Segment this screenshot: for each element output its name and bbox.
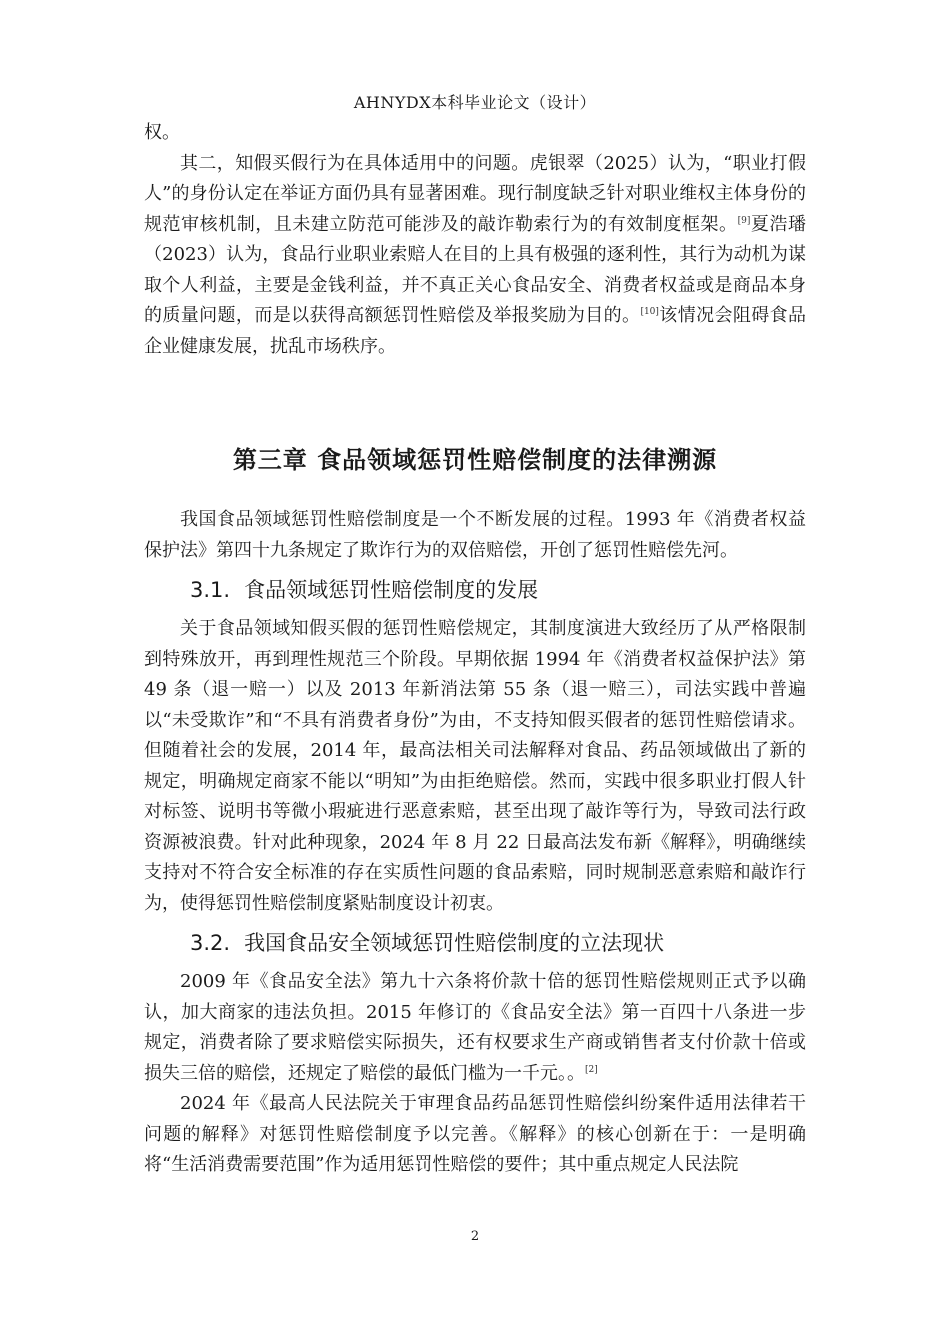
paragraph-second-point [144, 149, 806, 363]
paragraph-text: 该情况会阻碍食品企业健康发展，扰乱市场秩序。 [144, 305, 807, 357]
section-3-1-paragraph: 关于食品领域知假买假的惩罚性赔偿规定，其制度演进大致经历了从严格限制到特殊放开，再到理性规范三个阶段。早期依据 1994 年《消费者权益保护法》第 49 条（退一赔一）以及 2013 年新消法第 55 条（退一赔三），司法实践中普遍以“未受欺诈”和“不具有消费者身份”为由，不支持知假买假者的惩罚性赔偿请求。但随着社会的发展，2014 年，最高法相关司法解释对食品、药品领域做出了新的规定，明确规定商家不能以“明知”为由拒绝赔偿。然而，实践中很多职业打假人针对标签、说明书等微小瑕疵进行恶意索赔，甚至出现了敲诈等行为，导致司法行政资源被浪费。针对此种现象，2024 年 8 月 22 日最高法发布新《解释》，明确继续支持对不符合安全标准的存在实质性问题的食品索赔，同时规制恶意索赔和敲诈行为，使得惩罚性赔偿制度紧贴制度设计初衷。 [144, 618, 806, 914]
section-3-2-paragraph-2: 2024 年《最高人民法院关于审理食品药品惩罚性赔偿纠纷案件适用法律若干问题的解释》对惩罚性赔偿制度予以完善。《解释》的核心创新在于：一是明确将“生活消费需要范围”作为适用惩罚性赔偿的要件；其中重点规定人民法院 [144, 1093, 806, 1175]
paragraph-text: 其二，知假买假行为在具体适用中的问题。虎银翠（2025）认为，“职业打假人”的身份认定在举证方面仍具有显著困难。现行制度缺乏针对职业维权主体身份的规范审核机制，且未建立防范可能涉及的敲诈勒索行为的有效制度框架。 [144, 152, 806, 235]
section-number: 3.1. [190, 578, 231, 602]
section-title: 食品领域惩罚性赔偿制度的发展 [244, 578, 539, 602]
page-body [144, 118, 806, 1181]
paragraph-text: 2009 年《食品安全法》第九十六条将价款十倍的惩罚性赔偿规则正式予以确认，加大商家的违法负担。2015 年修订的《食品安全法》第一百四十八条进一步规定，消费者除了要求赔偿实际损失，还有权要求生产商或销售者支付价款十倍或损失三倍的赔偿，还规定了赔偿的最低门槛为一千元。。 [144, 971, 806, 1084]
page-number: 2 [470, 1229, 480, 1244]
section-title: 我国食品安全领域惩罚性赔偿制度的立法现状 [244, 931, 665, 955]
paragraph-text: 夏浩璠（2023）认为，食品行业职业索赔人在目的上具有极强的逐利性，其行为动机为谋取个人利益，主要是金钱利益，并不真正关心食品安全、消费者权益或是商品本身的质量问题，而是以获得高额惩罚性赔偿及举报奖励为目的。 [144, 213, 807, 326]
chapter-title: 第三章 食品领域惩罚性赔偿制度的法律溯源 [232, 446, 718, 474]
section-number: 3.2. [190, 931, 231, 955]
paragraph-continued: 权。 [144, 122, 180, 143]
citation-2[interactable]: [2] [585, 1064, 598, 1075]
citation-9[interactable]: [9] [737, 215, 751, 226]
section-3-2-paragraph-1 [144, 967, 806, 1089]
section-heading-3-2 [190, 927, 806, 957]
running-header: AHNYDX本科毕业论文（设计） [353, 93, 597, 112]
chapter-intro: 我国食品领域惩罚性赔偿制度是一个不断发展的过程。1993 年《消费者权益保护法》第四十九条规定了欺诈行为的双倍赔偿，开创了惩罚性赔偿先河。 [144, 509, 806, 561]
section-heading-3-1 [190, 574, 806, 604]
citation-10[interactable]: [10] [640, 307, 659, 317]
